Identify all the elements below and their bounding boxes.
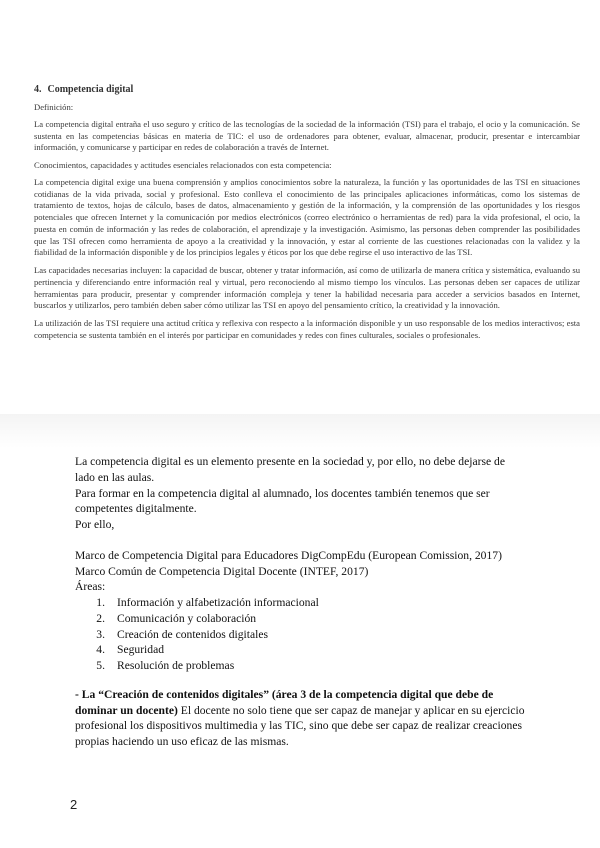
list-item: 5. Resolución de problemas bbox=[96, 659, 235, 673]
attitude-paragraph: La utilización de las TSI requiere una actitud crítica y reflexiva con respecto a la información disponible y un uso responsable de los medios interactivos; esta competencia se sustenta también en el interés por participar en comunidades y redes con fines culturales, sociales o profesionales. bbox=[34, 318, 580, 341]
highlight-text: El docente no solo tiene que ser capaz de manejar y aplicar en su ejercicio profesional los dispositivos multimedia y las TIC, sino que debe ser capaz de realizar creaciones propias haciendo un uso eficaz de las mismas. bbox=[75, 703, 525, 749]
capacities-paragraph: Las capacidades necesarias incluyen: la capacidad de buscar, obtener y tratar información, así como de utilizarla de manera crítica y sistemática, evaluando su pertinencia y diferenciando entre información real y virtual, pero reconociendo al mismo tiempo los vínculos. Las personas deben ser capaces de utilizar herramientas para producir, presentar y comprender información compleja y tener la habilidad necesaria para acceder a servicios basados en Internet, buscarlos y utilizarlos, pero también deben saber cómo utilizar las TSI en apoyo del pensamiento crítico, la creatividad y la innovación. bbox=[34, 265, 580, 311]
definition-label: Definición: bbox=[34, 102, 74, 112]
page-number: 2 bbox=[70, 797, 78, 812]
list-item: 4. Seguridad bbox=[96, 643, 165, 657]
highlight-dash: - bbox=[75, 687, 82, 701]
framework-digcompedu: Marco de Competencia Digital para Educadores DigCompEdu (European Comission, 2017) bbox=[75, 548, 502, 562]
note-paragraph-3: Por ello, bbox=[75, 518, 115, 532]
areas-label: Áreas: bbox=[75, 580, 106, 594]
definition-paragraph: La competencia digital entraña el uso seguro y crítico de las tecnologías de la sociedad de la información (TSI) para el trabajo, el ocio y la comunicación. Se sustenta en las competencias básicas en materia de TIC: el uso de ordenadores para obtener, evaluar, almacenar, producir, presentar e intercambiar información, y comunicarse y participar en redes de colaboración a través de Internet. bbox=[34, 118, 580, 153]
note-paragraph-2: Para formar en la competencia digital al alumnado, los docentes también tenemos que ser competentes digitalmente. bbox=[75, 486, 490, 516]
section-heading bbox=[34, 84, 580, 95]
knowledge-paragraph: La competencia digital exige una buena comprensión y amplios conocimientos sobre la naturaleza, la función y las oportunidades de las TSI en situaciones cotidianas de la vida privada, social y profesional. Esto conlleva el conocimiento de las principales aplicaciones informáticas, como los sistemas de tratamiento de textos, hojas de cálculo, bases de datos, almacenamiento y gestión de la información, y la comprensión de las oportunidades y los riesgos potenciales que ofrecen Internet y la comunicación por medios electrónicos (correo electrónico o herramientas de red) para la vida profesional, el ocio, la puesta en común de información y las redes de colaboración, el aprendizaje y la investigación. Asimismo, las personas deben comprender las posibilidades que las TSI ofrecen como herramienta de apoyo a la creatividad y la innovación, y estar al corriente de las cuestiones relacionadas con la validez y la fiabilidad de la información disponible y de los principios legales y éticos por los que debe regirse el uso interactivo de las TSI. bbox=[34, 176, 580, 258]
content-creation-paragraph bbox=[75, 687, 525, 750]
list-item: 1. Información y alfabetización informacional bbox=[96, 596, 319, 610]
list-item: 2. Comunicación y colaboración bbox=[96, 611, 257, 625]
highlight-bold-text: La “Creación de contenidos digitales” (área 3 de la competencia digital que debe de dominar un docente) bbox=[75, 687, 494, 717]
excerpt-bottom-shadow bbox=[0, 414, 600, 448]
competencia-digital-excerpt bbox=[34, 84, 580, 348]
areas-list bbox=[75, 595, 525, 674]
section-title: Competencia digital bbox=[47, 84, 134, 95]
section-number: 4. bbox=[34, 84, 42, 95]
note-paragraph-1: La competencia digital es un elemento presente en la sociedad y, por ello, no debe dejarse de lado en las aulas. bbox=[75, 455, 505, 484]
framework-intef: Marco Común de Competencia Digital Docente (INTEF, 2017) bbox=[75, 564, 369, 578]
knowledge-label: Conocimientos, capacidades y actitudes esenciales relacionados con esta competencia: bbox=[34, 160, 332, 171]
list-item: 3. Creación de contenidos digitales bbox=[96, 627, 268, 641]
notes-section bbox=[75, 454, 525, 750]
